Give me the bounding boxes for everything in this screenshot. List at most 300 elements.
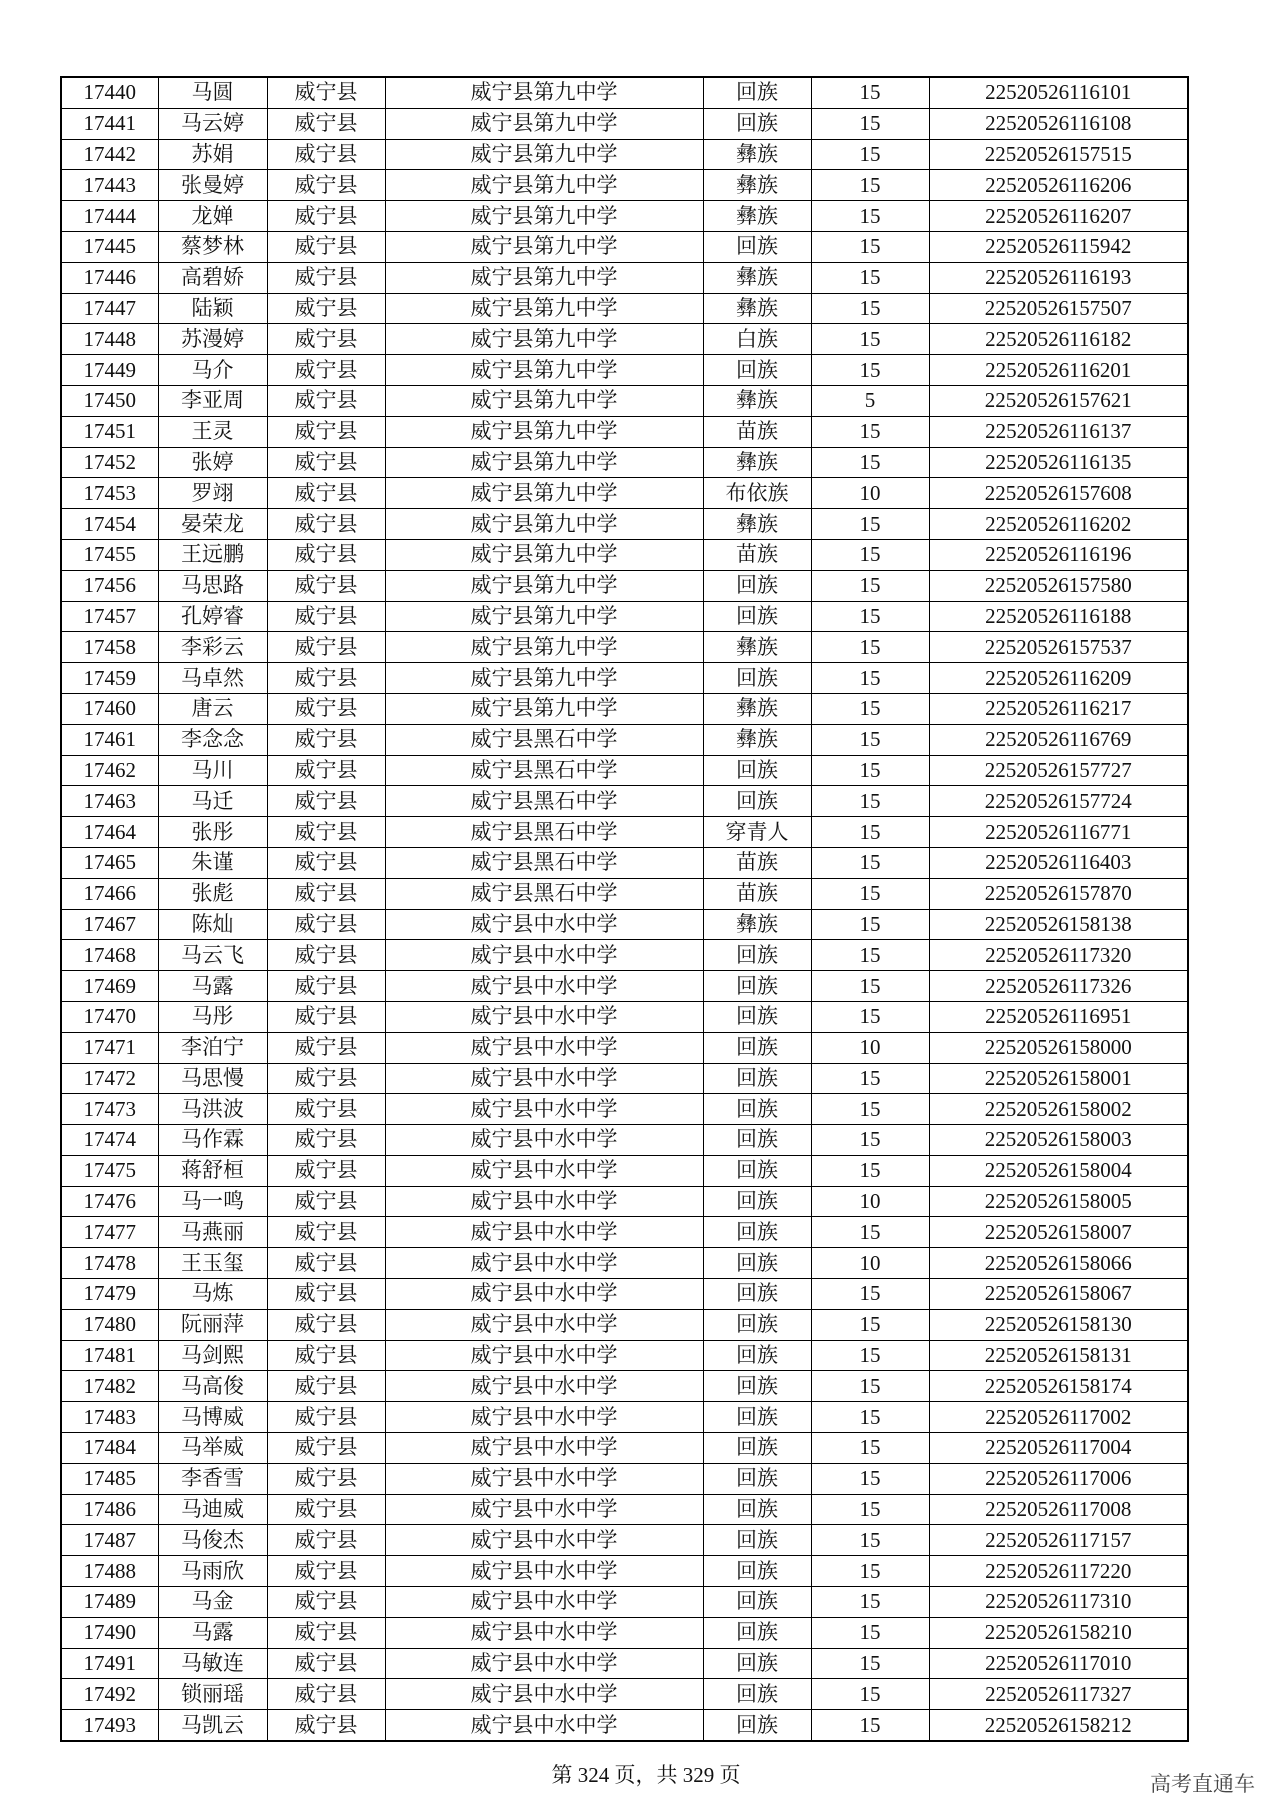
cell-score: 15 (811, 416, 929, 447)
cell-score: 15 (811, 601, 929, 632)
cell-name: 孔婷睿 (158, 601, 267, 632)
cell-exam-id: 22520526158002 (929, 1094, 1188, 1125)
table-row (61, 385, 1188, 416)
cell-exam-id: 22520526158003 (929, 1125, 1188, 1156)
cell-school: 威宁县第九中学 (385, 170, 703, 201)
cell-school: 威宁县中水中学 (385, 1217, 703, 1248)
cell-exam-id: 22520526117006 (929, 1463, 1188, 1494)
cell-score: 15 (811, 1371, 929, 1402)
cell-score: 15 (811, 1617, 929, 1648)
cell-name: 马举威 (158, 1433, 267, 1464)
cell-number: 17481 (61, 1340, 158, 1371)
cell-county: 威宁县 (267, 416, 385, 447)
cell-name: 张婷 (158, 447, 267, 478)
table-row (61, 1371, 1188, 1402)
cell-score: 15 (811, 847, 929, 878)
cell-number: 17489 (61, 1587, 158, 1618)
cell-score: 15 (811, 1710, 929, 1741)
cell-score: 15 (811, 1402, 929, 1433)
cell-name: 陈灿 (158, 909, 267, 940)
cell-name: 陆颖 (158, 293, 267, 324)
cell-county: 威宁县 (267, 1556, 385, 1587)
cell-county: 威宁县 (267, 1710, 385, 1741)
cell-exam-id: 22520526158212 (929, 1710, 1188, 1741)
cell-number: 17473 (61, 1094, 158, 1125)
cell-score: 15 (811, 1217, 929, 1248)
cell-exam-id: 22520526117220 (929, 1556, 1188, 1587)
cell-score: 15 (811, 1587, 929, 1618)
cell-school: 威宁县中水中学 (385, 1463, 703, 1494)
cell-score: 15 (811, 1001, 929, 1032)
cell-school: 威宁县第九中学 (385, 447, 703, 478)
cell-name: 马圆 (158, 77, 267, 108)
table-row (61, 1679, 1188, 1710)
cell-exam-id: 22520526116201 (929, 355, 1188, 386)
table-row (61, 231, 1188, 262)
cell-county: 威宁县 (267, 1094, 385, 1125)
cell-exam-id: 22520526117320 (929, 940, 1188, 971)
cell-name: 阮丽萍 (158, 1309, 267, 1340)
table-row (61, 724, 1188, 755)
cell-number: 17492 (61, 1679, 158, 1710)
cell-ethnicity: 回族 (703, 1463, 811, 1494)
cell-name: 高碧娇 (158, 262, 267, 293)
cell-exam-id: 22520526117010 (929, 1648, 1188, 1679)
cell-score: 15 (811, 1648, 929, 1679)
cell-name: 马一鸣 (158, 1186, 267, 1217)
cell-name: 马思慢 (158, 1063, 267, 1094)
cell-exam-id: 22520526117326 (929, 971, 1188, 1002)
cell-county: 威宁县 (267, 1279, 385, 1310)
cell-ethnicity: 回族 (703, 1217, 811, 1248)
table-row (61, 139, 1188, 170)
cell-score: 5 (811, 385, 929, 416)
cell-name: 李念念 (158, 724, 267, 755)
table-row (61, 1433, 1188, 1464)
cell-score: 15 (811, 139, 929, 170)
table-row (61, 416, 1188, 447)
cell-exam-id: 22520526157580 (929, 570, 1188, 601)
cell-number: 17448 (61, 324, 158, 355)
cell-name: 蔡梦林 (158, 231, 267, 262)
cell-school: 威宁县第九中学 (385, 478, 703, 509)
cell-name: 张彪 (158, 878, 267, 909)
table-row (61, 693, 1188, 724)
roster-table (60, 76, 1189, 1742)
cell-number: 17480 (61, 1309, 158, 1340)
cell-county: 威宁县 (267, 1340, 385, 1371)
cell-score: 10 (811, 1032, 929, 1063)
cell-exam-id: 22520526157507 (929, 293, 1188, 324)
cell-exam-id: 22520526117157 (929, 1525, 1188, 1556)
cell-exam-id: 22520526158067 (929, 1279, 1188, 1310)
cell-county: 威宁县 (267, 632, 385, 663)
cell-exam-id: 22520526116769 (929, 724, 1188, 755)
cell-exam-id: 22520526158131 (929, 1340, 1188, 1371)
cell-number: 17441 (61, 108, 158, 139)
cell-exam-id: 22520526116771 (929, 817, 1188, 848)
cell-school: 威宁县中水中学 (385, 1279, 703, 1310)
cell-ethnicity: 回族 (703, 663, 811, 694)
table-row (61, 570, 1188, 601)
cell-score: 15 (811, 262, 929, 293)
cell-name: 马介 (158, 355, 267, 386)
cell-school: 威宁县中水中学 (385, 1710, 703, 1741)
cell-county: 威宁县 (267, 231, 385, 262)
table-row (61, 817, 1188, 848)
table-row (61, 1063, 1188, 1094)
cell-name: 马燕丽 (158, 1217, 267, 1248)
table-row (61, 1648, 1188, 1679)
cell-score: 15 (811, 632, 929, 663)
cell-score: 15 (811, 1340, 929, 1371)
cell-score: 15 (811, 293, 929, 324)
cell-exam-id: 22520526158130 (929, 1309, 1188, 1340)
cell-county: 威宁县 (267, 1587, 385, 1618)
cell-school: 威宁县中水中学 (385, 1309, 703, 1340)
cell-county: 威宁县 (267, 1402, 385, 1433)
table-row (61, 1402, 1188, 1433)
cell-number: 17479 (61, 1279, 158, 1310)
cell-ethnicity: 回族 (703, 1617, 811, 1648)
cell-name: 马川 (158, 755, 267, 786)
cell-number: 17454 (61, 509, 158, 540)
cell-exam-id: 22520526158066 (929, 1248, 1188, 1279)
cell-score: 15 (811, 909, 929, 940)
cell-exam-id: 22520526158005 (929, 1186, 1188, 1217)
cell-ethnicity: 回族 (703, 1494, 811, 1525)
cell-county: 威宁县 (267, 663, 385, 694)
cell-name: 马作霖 (158, 1125, 267, 1156)
table-row (61, 1710, 1188, 1741)
cell-number: 17450 (61, 385, 158, 416)
cell-number: 17488 (61, 1556, 158, 1587)
cell-exam-id: 22520526116188 (929, 601, 1188, 632)
cell-number: 17483 (61, 1402, 158, 1433)
cell-school: 威宁县中水中学 (385, 1648, 703, 1679)
cell-number: 17464 (61, 817, 158, 848)
cell-ethnicity: 彝族 (703, 632, 811, 663)
table-row (61, 201, 1188, 232)
cell-name: 锁丽瑶 (158, 1679, 267, 1710)
cell-name: 马敏连 (158, 1648, 267, 1679)
table-row (61, 755, 1188, 786)
table-row (61, 447, 1188, 478)
cell-school: 威宁县中水中学 (385, 1679, 703, 1710)
cell-score: 15 (811, 539, 929, 570)
cell-name: 苏漫婷 (158, 324, 267, 355)
table-row (61, 1155, 1188, 1186)
cell-county: 威宁县 (267, 878, 385, 909)
cell-score: 15 (811, 1279, 929, 1310)
cell-school: 威宁县中水中学 (385, 1063, 703, 1094)
cell-number: 17471 (61, 1032, 158, 1063)
cell-name: 龙婵 (158, 201, 267, 232)
cell-number: 17455 (61, 539, 158, 570)
cell-number: 17472 (61, 1063, 158, 1094)
cell-ethnicity: 回族 (703, 1001, 811, 1032)
cell-number: 17477 (61, 1217, 158, 1248)
cell-name: 马露 (158, 971, 267, 1002)
cell-exam-id: 22520526158138 (929, 909, 1188, 940)
cell-county: 威宁县 (267, 324, 385, 355)
cell-exam-id: 22520526116108 (929, 108, 1188, 139)
cell-number: 17491 (61, 1648, 158, 1679)
cell-number: 17487 (61, 1525, 158, 1556)
cell-number: 17447 (61, 293, 158, 324)
cell-score: 15 (811, 509, 929, 540)
cell-number: 17459 (61, 663, 158, 694)
cell-ethnicity: 回族 (703, 971, 811, 1002)
cell-number: 17485 (61, 1463, 158, 1494)
cell-school: 威宁县第九中学 (385, 324, 703, 355)
table-row (61, 262, 1188, 293)
cell-exam-id: 22520526116207 (929, 201, 1188, 232)
cell-score: 15 (811, 108, 929, 139)
cell-number: 17468 (61, 940, 158, 971)
table-row (61, 1340, 1188, 1371)
cell-county: 威宁县 (267, 108, 385, 139)
table-row (61, 1094, 1188, 1125)
cell-ethnicity: 彝族 (703, 201, 811, 232)
cell-score: 15 (811, 1525, 929, 1556)
cell-school: 威宁县中水中学 (385, 1494, 703, 1525)
cell-ethnicity: 彝族 (703, 447, 811, 478)
table-row (61, 1494, 1188, 1525)
cell-school: 威宁县第九中学 (385, 293, 703, 324)
cell-number: 17486 (61, 1494, 158, 1525)
cell-exam-id: 22520526157515 (929, 139, 1188, 170)
cell-score: 15 (811, 724, 929, 755)
cell-county: 威宁县 (267, 1648, 385, 1679)
cell-county: 威宁县 (267, 847, 385, 878)
cell-ethnicity: 彝族 (703, 293, 811, 324)
cell-name: 马俊杰 (158, 1525, 267, 1556)
cell-ethnicity: 回族 (703, 1094, 811, 1125)
cell-number: 17470 (61, 1001, 158, 1032)
cell-number: 17451 (61, 416, 158, 447)
cell-ethnicity: 回族 (703, 1155, 811, 1186)
table-row (61, 539, 1188, 570)
cell-score: 15 (811, 878, 929, 909)
cell-county: 威宁县 (267, 1217, 385, 1248)
cell-school: 威宁县中水中学 (385, 1186, 703, 1217)
cell-exam-id: 22520526116135 (929, 447, 1188, 478)
cell-name: 马高俊 (158, 1371, 267, 1402)
cell-ethnicity: 布依族 (703, 478, 811, 509)
cell-county: 威宁县 (267, 1186, 385, 1217)
cell-county: 威宁县 (267, 201, 385, 232)
cell-ethnicity: 回族 (703, 108, 811, 139)
cell-name: 马云飞 (158, 940, 267, 971)
cell-county: 威宁县 (267, 262, 385, 293)
cell-school: 威宁县黑石中学 (385, 724, 703, 755)
cell-name: 马剑熙 (158, 1340, 267, 1371)
cell-ethnicity: 回族 (703, 786, 811, 817)
cell-ethnicity: 回族 (703, 1032, 811, 1063)
table-row (61, 108, 1188, 139)
cell-exam-id: 22520526116101 (929, 77, 1188, 108)
cell-county: 威宁县 (267, 355, 385, 386)
cell-name: 马博威 (158, 1402, 267, 1433)
cell-ethnicity: 彝族 (703, 509, 811, 540)
cell-score: 15 (811, 447, 929, 478)
cell-ethnicity: 彝族 (703, 724, 811, 755)
cell-exam-id: 22520526116193 (929, 262, 1188, 293)
cell-school: 威宁县中水中学 (385, 1587, 703, 1618)
cell-number: 17453 (61, 478, 158, 509)
cell-school: 威宁县中水中学 (385, 1094, 703, 1125)
table-row (61, 1001, 1188, 1032)
cell-school: 威宁县中水中学 (385, 1371, 703, 1402)
cell-county: 威宁县 (267, 509, 385, 540)
cell-exam-id: 22520526158004 (929, 1155, 1188, 1186)
cell-ethnicity: 回族 (703, 601, 811, 632)
table-row (61, 1032, 1188, 1063)
cell-school: 威宁县第九中学 (385, 570, 703, 601)
cell-name: 马炼 (158, 1279, 267, 1310)
cell-name: 王灵 (158, 416, 267, 447)
cell-exam-id: 22520526117008 (929, 1494, 1188, 1525)
cell-number: 17456 (61, 570, 158, 601)
cell-score: 10 (811, 1186, 929, 1217)
cell-name: 张曼婷 (158, 170, 267, 201)
cell-ethnicity: 回族 (703, 231, 811, 262)
cell-county: 威宁县 (267, 1525, 385, 1556)
page-number-footer: 第 324 页，共 329 页 (551, 1763, 741, 1787)
cell-exam-id: 22520526116137 (929, 416, 1188, 447)
cell-ethnicity: 回族 (703, 570, 811, 601)
cell-number: 17476 (61, 1186, 158, 1217)
cell-county: 威宁县 (267, 570, 385, 601)
cell-score: 10 (811, 1248, 929, 1279)
cell-school: 威宁县中水中学 (385, 1525, 703, 1556)
cell-ethnicity: 回族 (703, 940, 811, 971)
cell-county: 威宁县 (267, 601, 385, 632)
table-row (61, 971, 1188, 1002)
cell-score: 15 (811, 1155, 929, 1186)
cell-county: 威宁县 (267, 478, 385, 509)
cell-county: 威宁县 (267, 447, 385, 478)
cell-county: 威宁县 (267, 940, 385, 971)
cell-number: 17440 (61, 77, 158, 108)
cell-school: 威宁县黑石中学 (385, 817, 703, 848)
cell-score: 15 (811, 1063, 929, 1094)
cell-exam-id: 22520526117327 (929, 1679, 1188, 1710)
cell-ethnicity: 回族 (703, 1248, 811, 1279)
cell-name: 李亚周 (158, 385, 267, 416)
cell-county: 威宁县 (267, 724, 385, 755)
cell-exam-id: 22520526116182 (929, 324, 1188, 355)
table-row (61, 1309, 1188, 1340)
cell-name: 唐云 (158, 693, 267, 724)
cell-score: 15 (811, 170, 929, 201)
cell-county: 威宁县 (267, 1155, 385, 1186)
cell-school: 威宁县中水中学 (385, 1155, 703, 1186)
table-row (61, 1587, 1188, 1618)
cell-number: 17443 (61, 170, 158, 201)
table-row (61, 324, 1188, 355)
cell-number: 17457 (61, 601, 158, 632)
cell-name: 马洪波 (158, 1094, 267, 1125)
cell-school: 威宁县第九中学 (385, 601, 703, 632)
cell-ethnicity: 回族 (703, 355, 811, 386)
cell-number: 17461 (61, 724, 158, 755)
cell-name: 蒋舒桓 (158, 1155, 267, 1186)
cell-number: 17444 (61, 201, 158, 232)
cell-name: 马雨欣 (158, 1556, 267, 1587)
cell-county: 威宁县 (267, 1371, 385, 1402)
cell-ethnicity: 彝族 (703, 139, 811, 170)
cell-county: 威宁县 (267, 1001, 385, 1032)
cell-name: 马金 (158, 1587, 267, 1618)
cell-name: 王远鹏 (158, 539, 267, 570)
cell-score: 15 (811, 1556, 929, 1587)
cell-exam-id: 22520526157608 (929, 478, 1188, 509)
cell-score: 15 (811, 570, 929, 601)
cell-ethnicity: 回族 (703, 1340, 811, 1371)
cell-ethnicity: 彝族 (703, 385, 811, 416)
cell-name: 马卓然 (158, 663, 267, 694)
cell-number: 17446 (61, 262, 158, 293)
cell-county: 威宁县 (267, 1125, 385, 1156)
cell-exam-id: 22520526117002 (929, 1402, 1188, 1433)
table-row (61, 1248, 1188, 1279)
cell-school: 威宁县第九中学 (385, 539, 703, 570)
cell-ethnicity: 苗族 (703, 539, 811, 570)
cell-county: 威宁县 (267, 170, 385, 201)
cell-exam-id: 22520526157621 (929, 385, 1188, 416)
cell-school: 威宁县第九中学 (385, 416, 703, 447)
cell-number: 17475 (61, 1155, 158, 1186)
cell-name: 张彤 (158, 817, 267, 848)
cell-score: 15 (811, 231, 929, 262)
cell-school: 威宁县第九中学 (385, 77, 703, 108)
cell-school: 威宁县第九中学 (385, 693, 703, 724)
cell-exam-id: 22520526116217 (929, 693, 1188, 724)
cell-exam-id: 22520526116403 (929, 847, 1188, 878)
table-row (61, 1186, 1188, 1217)
cell-number: 17467 (61, 909, 158, 940)
cell-name: 罗翊 (158, 478, 267, 509)
watermark-logo-text: 高考直通车 (1150, 1772, 1255, 1796)
cell-county: 威宁县 (267, 539, 385, 570)
table-row (61, 663, 1188, 694)
cell-name: 马凯云 (158, 1710, 267, 1741)
cell-exam-id: 22520526158000 (929, 1032, 1188, 1063)
table-row (61, 293, 1188, 324)
cell-county: 威宁县 (267, 385, 385, 416)
cell-ethnicity: 彝族 (703, 909, 811, 940)
cell-exam-id: 22520526158001 (929, 1063, 1188, 1094)
cell-score: 15 (811, 324, 929, 355)
cell-ethnicity: 苗族 (703, 416, 811, 447)
cell-ethnicity: 回族 (703, 1433, 811, 1464)
cell-ethnicity: 回族 (703, 1679, 811, 1710)
cell-score: 15 (811, 1433, 929, 1464)
cell-county: 威宁县 (267, 1063, 385, 1094)
cell-score: 15 (811, 1309, 929, 1340)
cell-ethnicity: 苗族 (703, 847, 811, 878)
cell-county: 威宁县 (267, 1463, 385, 1494)
cell-ethnicity: 回族 (703, 1710, 811, 1741)
cell-county: 威宁县 (267, 755, 385, 786)
cell-score: 10 (811, 478, 929, 509)
cell-number: 17449 (61, 355, 158, 386)
table-row (61, 77, 1188, 108)
table-body (61, 77, 1188, 1741)
table-row (61, 1125, 1188, 1156)
